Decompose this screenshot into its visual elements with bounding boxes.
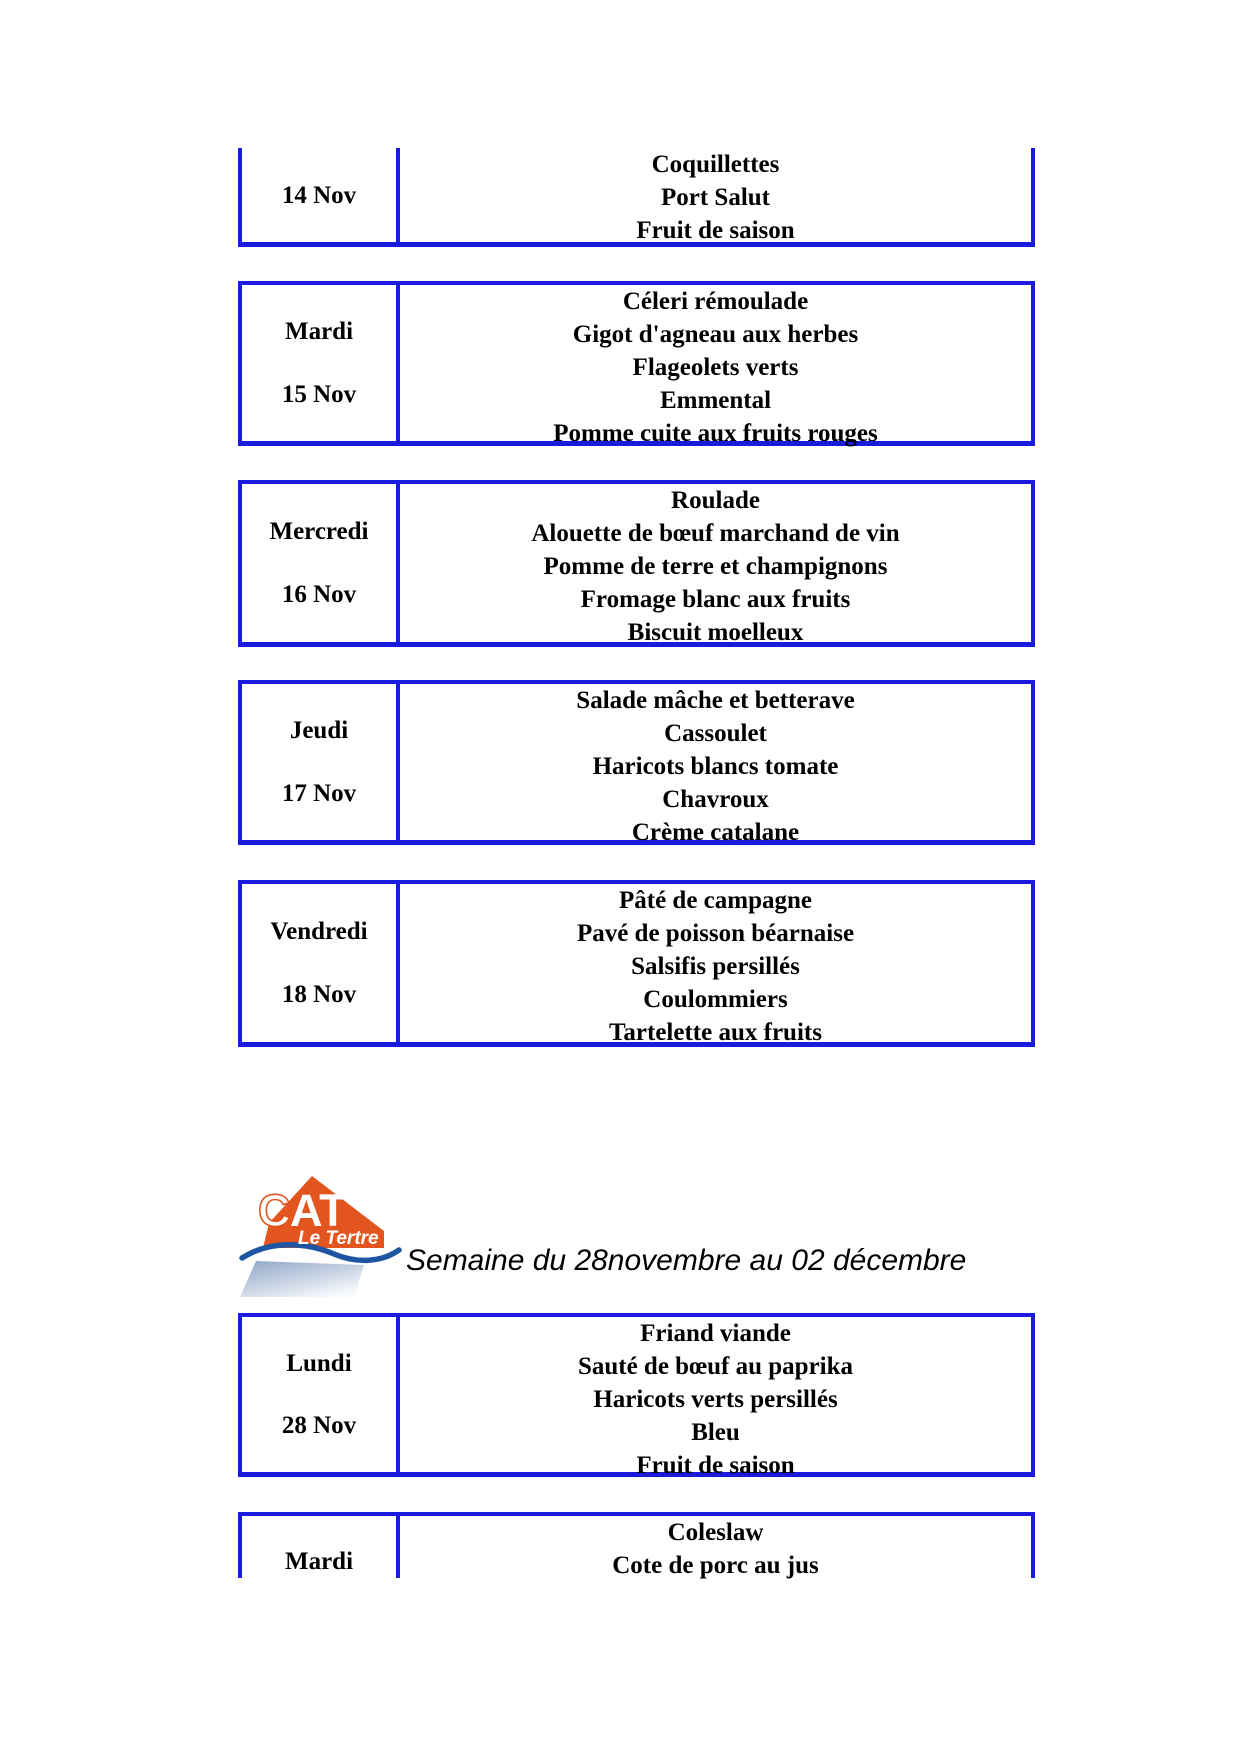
menu-item: Fruit de saison <box>636 1452 795 1479</box>
menu-table <box>238 148 1035 247</box>
menu-item: Chavroux <box>662 786 769 813</box>
logo-letter-c: C <box>258 1185 291 1236</box>
cat-le-tertre-logo <box>236 1173 404 1299</box>
menu-table <box>238 1512 1035 1578</box>
menu-item: Gigot d'agneau aux herbes <box>572 321 859 348</box>
menu-item: Coleslaw <box>667 1519 764 1546</box>
menu-table <box>238 281 1035 446</box>
logo-letters-at: AT <box>290 1185 347 1236</box>
menu-table-day-column <box>242 484 400 642</box>
menu-item: Haricots verts persillés <box>593 1386 838 1413</box>
day-cell-spacer <box>242 810 396 840</box>
day-cell-spacer <box>242 1516 396 1545</box>
menu-item: Salsifis persillés <box>631 953 800 980</box>
day-cell-spacer <box>242 1011 396 1042</box>
day-cell-spacer <box>242 1442 396 1472</box>
date-label: 18 Nov <box>281 981 357 1009</box>
menu-item: Roulade <box>671 487 760 514</box>
menu-table-day-column <box>242 884 400 1042</box>
menu-table-items-column <box>400 1516 1031 1578</box>
date-label: 16 Nov <box>281 581 357 609</box>
menu-item: Tartelette aux fruits <box>609 1019 822 1046</box>
menu-item: Céleri rémoulade <box>622 288 809 315</box>
menu-table-day-column <box>242 684 400 840</box>
menu-item: Crème catalane <box>631 819 800 846</box>
day-cell-spacer <box>242 948 396 979</box>
menu-item: Pomme de terre et champignons <box>543 553 888 580</box>
menu-item: Emmental <box>659 387 772 414</box>
day-label: Vendredi <box>270 917 368 945</box>
menu-item: Pâté de campagne <box>618 887 813 914</box>
day-label: Mercredi <box>269 517 369 545</box>
menu-item: Bleu <box>691 1419 740 1446</box>
day-cell-spacer <box>242 411 396 441</box>
day-label: Jeudi <box>289 717 349 744</box>
date-label: 14 Nov <box>281 181 357 209</box>
day-cell-spacer <box>242 1317 396 1347</box>
menu-item: Cote de porc au jus <box>612 1552 819 1579</box>
day-cell-spacer <box>242 747 396 777</box>
menu-table <box>238 880 1035 1047</box>
menu-table-items-column <box>400 285 1031 447</box>
day-cell-spacer <box>242 548 396 579</box>
menu-item: Haricots blancs tomate <box>592 753 839 780</box>
menu-table-day-column <box>242 148 400 242</box>
day-label: Lundi <box>286 1349 352 1377</box>
menu-table-items-column <box>400 684 1031 846</box>
menu-item: Salade mâche et betterave <box>576 687 855 714</box>
menu-table-items-column <box>400 484 1031 646</box>
menu-item: Alouette de bœuf marchand de vin <box>531 520 900 547</box>
date-label: 15 Nov <box>281 381 357 408</box>
menu-table-day-column <box>242 285 400 441</box>
menu-table-day-column <box>242 1516 400 1578</box>
menu-item: Cassoulet <box>664 720 767 747</box>
menu-item: Coulommiers <box>643 986 788 1013</box>
day-cell-spacer <box>242 1380 396 1410</box>
menu-table-items-column <box>400 1317 1031 1479</box>
day-cell-spacer <box>242 348 396 378</box>
day-cell-spacer <box>242 285 396 315</box>
menu-table-items-column <box>400 148 1031 242</box>
menu-item: Sauté de bœuf au paprika <box>577 1353 854 1380</box>
day-cell-spacer <box>242 484 396 515</box>
menu-table <box>238 1313 1035 1477</box>
menu-item: Fromage blanc aux fruits <box>580 586 851 613</box>
day-cell-spacer <box>242 684 396 714</box>
menu-item: Flageolets verts <box>632 354 799 381</box>
day-label: Mardi <box>284 1548 354 1575</box>
menu-item: Fruit de saison <box>636 217 795 244</box>
menu-item: Coquillettes <box>651 151 780 178</box>
date-label: 17 Nov <box>281 780 357 807</box>
week-heading: Semaine du 28novembre au 02 décembre <box>406 1244 967 1277</box>
menu-item: Port Salut <box>660 184 771 211</box>
day-cell-spacer <box>242 212 396 243</box>
menu-table <box>238 680 1035 845</box>
day-cell-spacer <box>242 611 396 642</box>
menu-item: Pomme cuite aux fruits rouges <box>553 420 878 447</box>
menu-table-items-column <box>400 884 1031 1046</box>
day-label: Mardi <box>284 318 354 345</box>
day-cell-spacer <box>242 148 396 179</box>
day-cell-spacer <box>242 884 396 915</box>
menu-item: Biscuit moelleux <box>627 619 804 646</box>
menu-table-day-column <box>242 1317 400 1472</box>
date-label: 28 Nov <box>281 1412 357 1440</box>
menu-item: Friand viande <box>640 1320 791 1347</box>
logo-subtitle: Le Tertre <box>298 1228 379 1249</box>
logo-gradient-base <box>240 1261 364 1297</box>
menu-item: Pavé de poisson béarnaise <box>576 920 855 947</box>
menu-table <box>238 480 1035 647</box>
